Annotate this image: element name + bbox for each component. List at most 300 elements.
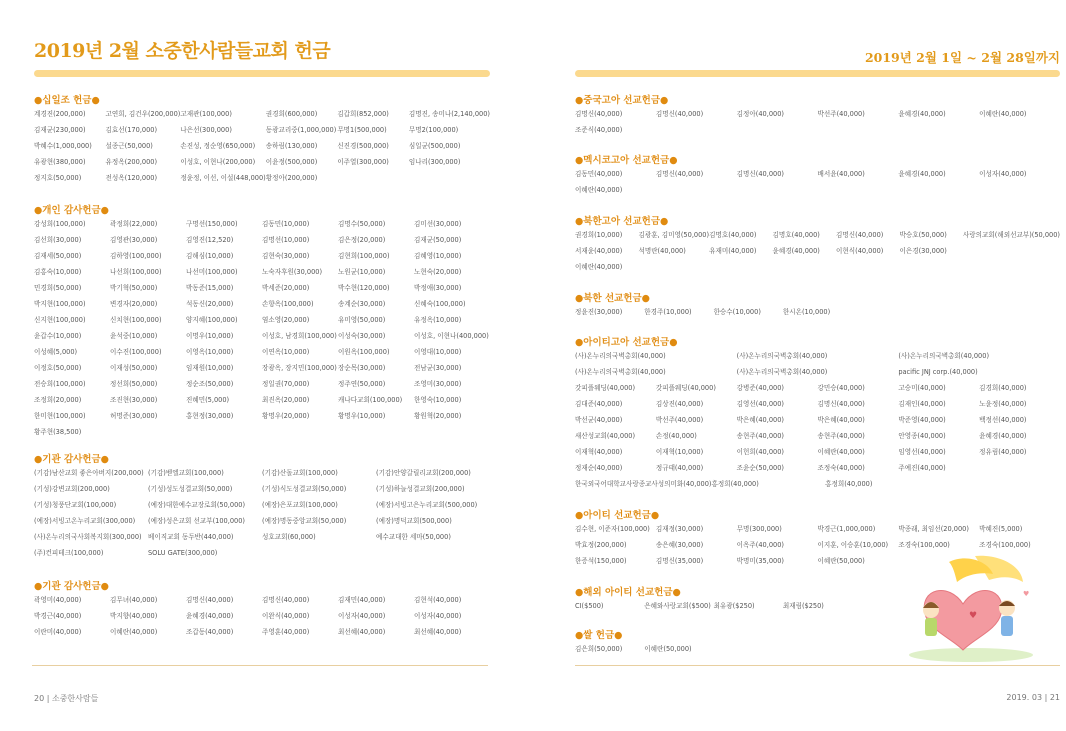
donor-entry (656, 182, 737, 198)
donor-entry: 이란미(40,000) (34, 628, 82, 636)
donor-entry: 송하림(130,000) (265, 142, 318, 150)
donor-entry: 박경근(40,000) (34, 612, 82, 620)
donor-entry: 황명우(10,000) (338, 412, 386, 420)
section-title: ●아이티고아 선교헌금● (575, 337, 678, 348)
donor-entry: 박기혁(50,000) (110, 284, 158, 292)
donor-entry: 박선주(40,000) (817, 110, 865, 118)
donor-entry (737, 122, 818, 138)
title-underline-bar (575, 70, 1060, 77)
page-title: 2019년 2월 소중한사람들교회 헌금 (34, 40, 331, 62)
donor-entry (991, 304, 1060, 320)
donor-entry: 이연옥(10,000) (262, 348, 310, 356)
donor-entry: (사)온누리의국벽총회(40,000) (575, 368, 666, 376)
donor-entry: 박지향(40,000) (110, 612, 158, 620)
donor-entry: 전성옥(120,000) (105, 174, 158, 182)
donor-entry: 조진현(30,000) (110, 396, 158, 404)
donor-entry: 이성혜(5,000) (34, 348, 78, 356)
donor-entry: 무명1(500,000) (337, 126, 387, 134)
donor-entry: 김현석(40,000) (414, 596, 462, 604)
donor-entry: 김재균(230,000) (34, 126, 86, 134)
donor-entry: 김현숙(30,000) (262, 252, 310, 260)
donor-entry: 이성자(40,000) (979, 170, 1027, 178)
donor-entry: 이성자(40,000) (338, 612, 386, 620)
donor-entry: 박수현(120,000) (338, 284, 390, 292)
donor-entry: 이영대(10,000) (414, 348, 462, 356)
donor-entry: 김선희(30,000) (34, 236, 82, 244)
donor-entry: 이혜란(50,000) (817, 557, 865, 565)
donor-entry: 박준영(40,000) (898, 416, 946, 424)
donor-entry: 정윤진(30,000) (575, 308, 623, 316)
donor-entry: 윤갑수(10,000) (34, 332, 82, 340)
donor-entry: 김은정(20,000) (338, 236, 386, 244)
donor-entry: 진혜민(5,000) (186, 396, 230, 404)
donor-entry: 윤혜경(40,000) (186, 612, 234, 620)
donor-entry: 김재정(30,000) (655, 525, 704, 533)
donor-entry: 김명수(50,000) (338, 220, 386, 228)
donor-entry: 조윤순(50,000) (736, 464, 784, 472)
donor-entry: (사)온누리의국벽총회(40,000) (736, 352, 828, 360)
donor-entry (376, 545, 490, 561)
donor-entry: (사)온누리의국벽총회(40,000) (898, 352, 990, 360)
donor-entry (709, 259, 772, 275)
donor-entry: 박경근(1,000,000) (817, 525, 876, 533)
donor-entry: (사)온누리의국사회복지회(300,000) (34, 533, 142, 541)
donor-entry: 김홍숙(10,000) (34, 268, 82, 276)
donor-entry: 김재세(50,000) (34, 252, 82, 260)
donor-grid (575, 348, 1060, 380)
footer-page-right: 2019. 03 | 21 (1006, 693, 1060, 702)
donor-entry: 최선혜(40,000) (338, 628, 386, 636)
donor-entry: 임나리(300,000) (408, 158, 461, 166)
donor-entry: 홍정희(40,000) (825, 480, 873, 488)
donor-entry: 홍정희(40,000) (711, 480, 759, 488)
donor-entry: 유광현(380,000) (34, 158, 86, 166)
donor-entry (818, 122, 899, 138)
donor-entry: 박선균(40,000) (575, 416, 623, 424)
donor-entry: 이현식(40,000) (836, 247, 884, 255)
donor-entry: 노원균(10,000) (338, 268, 386, 276)
donor-entry (836, 259, 899, 275)
donor-entry: (기성)식도성결교회(50,000) (262, 485, 347, 493)
donor-entry (979, 460, 1060, 476)
donor-entry: 최진옥(20,000) (262, 396, 310, 404)
donor-entry: (기성)하늘성결교회(200,000) (376, 485, 465, 493)
donor-entry: 이혜란(40,000) (979, 110, 1027, 118)
donor-entry: 유미영(50,000) (338, 316, 386, 324)
donor-entry: 손진성, 정순영(650,000) (180, 142, 256, 150)
donor-entry: 강민승(40,000) (817, 384, 865, 392)
donor-entry: 조정희(20,000) (34, 396, 82, 404)
donor-entry: CI($500) (575, 602, 604, 610)
donor-grid (575, 166, 1060, 198)
donor-entry: 김명신(40,000) (836, 231, 884, 239)
donor-entry: 이혜란(40,000) (817, 448, 865, 456)
footer-rule (575, 665, 1060, 666)
donor-entry: 고연희, 김건우(200,000) (105, 110, 181, 118)
donor-entry: (기감)산돌교회(100,000) (262, 469, 338, 477)
donor-entry: 박세준(20,000) (262, 284, 310, 292)
donor-entry: 권경희(10,000) (575, 231, 623, 239)
donor-entry: (예장)서빙고온누리교회(300,000) (34, 517, 136, 525)
donor-entry (638, 259, 709, 275)
section-title: ●기관 감사헌금● (34, 581, 109, 592)
donor-entry: (기성)강변교회(200,000) (34, 485, 110, 493)
children-heart-illustration (905, 552, 1045, 664)
donor-entry (818, 182, 899, 198)
donor-entry: 최재림($250) (782, 602, 824, 610)
donor-entry: 황원혁(20,000) (414, 412, 462, 420)
donor-entry (186, 424, 262, 440)
donor-entry: SOLU GATE(300,000) (148, 549, 218, 557)
donor-entry: 최유광($250) (713, 602, 755, 610)
donor-entry: 김광훈, 김미영(50,000) (638, 231, 710, 239)
donor-entry: 조경숙(100,000) (979, 541, 1031, 549)
donor-entry: 노윤정(40,000) (979, 400, 1027, 408)
donor-entry: 김명호(40,000) (772, 231, 820, 239)
donor-grid (575, 227, 1060, 275)
donor-entry: 신지현(100,000) (34, 316, 86, 324)
donor-entry: 새산성교회(40,000) (575, 432, 636, 440)
donor-entry (898, 122, 979, 138)
donor-entry: 신치현(100,000) (110, 316, 162, 324)
donor-entry: (사)온누리의국벽총회(40,000) (736, 368, 828, 376)
donor-entry (262, 545, 376, 561)
donor-entry: (기성)청풍단교회(100,000) (34, 501, 117, 509)
donor-entry: 김명선(10,000) (262, 236, 310, 244)
donor-entry: 석명란(40,000) (638, 247, 686, 255)
donor-entry: 김해심(10,000) (186, 252, 234, 260)
donor-entry: 김미선(30,000) (414, 220, 462, 228)
donor-entry: 캐나다교회(100,000) (338, 396, 403, 404)
donor-entry (338, 424, 414, 440)
donor-entry: 박혜수(1,000,000) (34, 142, 92, 150)
donor-entry: 곽정희(22,000) (110, 220, 158, 228)
donor-entry: 장순목(30,000) (338, 364, 386, 372)
donor-entry: (예장)서빙고은누리교회(500,000) (376, 501, 478, 509)
donor-entry: 정재순(40,000) (575, 464, 623, 472)
donor-entry: 김정아(40,000) (736, 110, 784, 118)
donor-entry: (예장)대한예수교장로회(50,000) (148, 501, 246, 509)
donor-entry: 이혜란(40,000) (575, 186, 623, 194)
donor-grid (34, 216, 490, 440)
donor-entry: 한영숙(10,000) (414, 396, 462, 404)
donor-entry: 이완식(40,000) (262, 612, 310, 620)
donor-entry: 김재균(50,000) (414, 236, 462, 244)
donor-entry: 송현주(40,000) (817, 432, 865, 440)
donor-entry: (기감)벧엘교회(100,000) (148, 469, 224, 477)
donor-entry (783, 641, 852, 657)
donor-entry: 황주현(38,500) (34, 428, 82, 436)
donor-grid (575, 304, 1060, 320)
donor-entry: 박효정(200,000) (575, 541, 627, 549)
donor-entry (852, 304, 921, 320)
donor-entry: 권경희(600,000) (265, 110, 318, 118)
donor-entry: 조준식(40,000) (575, 126, 623, 134)
donor-entry: 박은혜(40,000) (736, 416, 784, 424)
donor-entry (337, 170, 409, 186)
donor-entry: 무명2(100,000) (408, 126, 459, 134)
donor-entry: 정지호(50,000) (34, 174, 82, 182)
donor-entry: 윤혜경(40,000) (898, 170, 946, 178)
donor-grid (34, 592, 490, 640)
donor-entry: 조갑동(40,000) (186, 628, 234, 636)
donor-entry: 박종래, 최임선(20,000) (898, 525, 969, 533)
donor-entry: 이수진(100,000) (110, 348, 162, 356)
donor-entry: 이주열(300,000) (337, 158, 389, 166)
donor-entry: 이윤정(500,000) (265, 158, 318, 166)
donor-entry: 손정(40,000) (655, 432, 697, 440)
donor-entry: 백정선(40,000) (979, 416, 1027, 424)
donor-entry: 은혜와사랑교회($500) (644, 602, 711, 610)
donor-entry: 임재원(10,000) (186, 364, 234, 372)
donor-entry: 김수현, 이준자(100,000) (575, 525, 650, 533)
section-title: ●개인 감사헌금● (34, 205, 109, 216)
donor-entry: 김효선(170,000) (105, 126, 158, 134)
donor-entry: 안영종(40,000) (898, 432, 946, 440)
donor-entry: 이영옥(10,000) (186, 348, 234, 356)
donor-entry (979, 122, 1060, 138)
donor-entry: 이혜란(40,000) (575, 263, 623, 271)
donor-entry: 장광옥, 장지민(100,000) (262, 364, 337, 372)
donor-entry: 김은희(50,000) (575, 645, 623, 653)
donor-entry: 갓피플웨딩(40,000) (655, 384, 716, 392)
donor-entry: 김영관(30,000) (110, 236, 158, 244)
donor-entry: 허명준(30,000) (110, 412, 158, 420)
donor-entry: 김영선(40,000) (736, 400, 784, 408)
donor-entry: 배서윤(40,000) (817, 170, 865, 178)
donor-entry: (주)컨피테크(100,000) (34, 549, 104, 557)
donor-entry: 정유림(40,000) (979, 448, 1027, 456)
donor-entry: 김명신(35,000) (655, 557, 704, 565)
donor-entry: 조정숙(40,000) (817, 464, 865, 472)
donor-entry: 김현희(100,000) (338, 252, 390, 260)
donor-entry: pacific JNJ corp.(40,000) (898, 368, 978, 376)
donor-entry: 주예진(40,000) (898, 464, 946, 472)
donor-entry: 곽영미(40,000) (34, 596, 82, 604)
donor-entry: 이원옥(100,000) (338, 348, 390, 356)
donor-entry: 박혜진(5,000) (979, 525, 1023, 533)
donor-entry: 박명미(35,000) (736, 557, 784, 565)
donor-entry (899, 259, 962, 275)
donor-entry: 설종근(50,000) (105, 142, 153, 150)
donor-entry: (기성)성도성결교회(50,000) (148, 485, 233, 493)
donor-entry: 강성희(100,000) (34, 220, 86, 228)
donor-entry: (예장)명덕교회(500,000) (376, 517, 452, 525)
donor-entry: 이성숙(30,000) (338, 332, 386, 340)
donor-entry: 무명(300,000) (736, 525, 782, 533)
donor-entry: 김재인(40,000) (898, 400, 946, 408)
donor-entry: 노현숙(20,000) (414, 268, 462, 276)
donor-entry: 윤혜경(40,000) (772, 247, 820, 255)
donor-entry: 이성호, 이현나(200,000) (180, 158, 256, 166)
donor-entry: 박은혜(40,000) (817, 416, 865, 424)
donor-entry: (예장)은포교회(100,000) (262, 501, 338, 509)
donor-entry: 김동민(10,000) (262, 220, 310, 228)
donor-entry: 이헌희(40,000) (736, 448, 784, 456)
donor-entry: 김명신(40,000) (186, 596, 234, 604)
donor-entry: 박승호(50,000) (899, 231, 947, 239)
donor-entry: 조영미(30,000) (414, 380, 462, 388)
donor-entry: 박선주(40,000) (655, 416, 704, 424)
donor-entry: 박정애(30,000) (414, 284, 462, 292)
donor-entry: 갓피플웨딩(40,000) (575, 384, 636, 392)
donor-entry: 김무녀(40,000) (110, 596, 158, 604)
donor-entry: 정주연(50,000) (338, 380, 386, 388)
donor-entry: (기감)안양갈릴리교회(200,000) (376, 469, 471, 477)
donor-entry: 유재미(40,000) (709, 247, 757, 255)
donor-entry (414, 424, 490, 440)
donor-entry: 손향옥(100,000) (262, 300, 314, 308)
donor-entry: 김재민(40,000) (338, 596, 386, 604)
donor-entry: 윤혜경(40,000) (979, 432, 1027, 440)
donor-entry (110, 424, 186, 440)
donor-entry (656, 122, 737, 138)
donor-entry: (기감)남산교회 좋은아버지(200,000) (34, 469, 144, 477)
section-title: ●쌀 헌금● (575, 630, 623, 641)
donor-entry: 조경숙(100,000) (898, 541, 950, 549)
donor-entry (963, 243, 1060, 259)
donor-entry: 정규태(40,000) (655, 464, 704, 472)
donor-entry: 송계순(30,000) (338, 300, 386, 308)
donor-entry: 홍현정(30,000) (186, 412, 234, 420)
donor-entry: 전남균(30,000) (414, 364, 462, 372)
donor-entry: 윤석중(10,000) (110, 332, 158, 340)
donor-entry: 서재윤(40,000) (575, 247, 623, 255)
donor-entry: 한시온(10,000) (782, 308, 831, 316)
donor-entry: 이성자(40,000) (414, 612, 462, 620)
donor-entry: 나선미(100,000) (186, 268, 238, 276)
donor-entry: 전승희(100,000) (34, 380, 86, 388)
section-title: ●북한고아 선교헌금● (575, 216, 669, 227)
donor-entry: 이혜란(40,000) (110, 628, 158, 636)
donor-entry: 김명신(40,000) (655, 170, 704, 178)
donor-grid (575, 106, 1060, 138)
donor-entry (963, 259, 1060, 275)
donor-entry: 구명선(150,000) (186, 220, 238, 228)
donor-entry: (사)온누리의국벽총회(40,000) (575, 352, 666, 360)
donor-entry: 김상진(40,000) (655, 400, 704, 408)
donor-entry: 김명신(40,000) (575, 110, 623, 118)
donor-entry: 김경희(40,000) (979, 384, 1027, 392)
svg-text:♥: ♥ (968, 611, 978, 621)
donor-entry: 임영선(40,000) (898, 448, 946, 456)
donor-entry: 염소영(20,000) (262, 316, 310, 324)
donor-grid (34, 106, 490, 186)
donor-entry: 성호교회(60,000) (262, 533, 316, 541)
donor-entry: 정선희(50,000) (110, 380, 158, 388)
donor-entry: 고재관(100,000) (180, 110, 232, 118)
donor-entry: 송현주(40,000) (736, 432, 784, 440)
donor-entry: 김명진, 송미나(2,140,000) (408, 110, 490, 118)
section-title: ●해외 아이티 선교헌금● (575, 587, 681, 598)
svg-text:♥: ♥ (1023, 590, 1030, 598)
donor-entry: 이재혁(40,000) (575, 448, 623, 456)
donor-entry: 민경희(50,000) (34, 284, 82, 292)
donor-entry: 석동신(20,000) (186, 300, 234, 308)
donor-entry: (예장)성은교회 선교부(100,000) (148, 517, 245, 525)
donor-entry: 한미현(100,000) (34, 412, 86, 420)
donor-entry: 이은경(30,000) (899, 247, 947, 255)
donor-entry: 주영훈(40,000) (262, 628, 310, 636)
donor-entry (921, 304, 990, 320)
donor-entry: 송은혜(30,000) (655, 541, 704, 549)
donor-entry: 이명우(10,000) (186, 332, 234, 340)
donor-entry: 김명신(40,000) (655, 110, 704, 118)
donor-entry: 정윤정, 이선, 이설(448,000) (180, 174, 266, 182)
section-title: ●기관 감사헌금● (34, 454, 109, 465)
donor-entry (262, 424, 338, 440)
donor-entry: 심일균(500,000) (408, 142, 461, 150)
donor-entry: 김혜영(10,000) (414, 252, 462, 260)
donor-entry: 양지혜(100,000) (186, 316, 238, 324)
donor-entry (714, 641, 783, 657)
donor-entry: 신진경(500,000) (337, 142, 389, 150)
section-title: ●십일조 헌금● (34, 95, 100, 106)
donor-entry: 이재혁(10,000) (655, 448, 704, 456)
donor-entry: 정일권(70,000) (262, 380, 310, 388)
date-range: 2019년 2월 1일 ~ 2월 28일까지 (864, 50, 1060, 65)
donor-entry: 김대준(40,000) (575, 400, 623, 408)
donor-entry: 베이직교회 동두반(440,000) (148, 533, 234, 541)
donor-entry: 강병준(40,000) (736, 384, 784, 392)
donor-entry: 김동민(40,000) (575, 170, 623, 178)
donor-entry (737, 182, 818, 198)
donor-entry: 한국외국어대학교사랑종교사성의미화(40,000) (575, 480, 712, 488)
donor-entry: 박지현(100,000) (34, 300, 86, 308)
donor-entry: 황정아(200,000) (265, 174, 318, 182)
donor-entry: 한경주(10,000) (644, 308, 692, 316)
donor-entry: 변경자(20,000) (110, 300, 158, 308)
donor-entry: 최선혜(40,000) (414, 628, 462, 636)
donor-entry: 유정옥(10,000) (414, 316, 462, 324)
donor-entry: 동광교리중(1,000,000) (265, 126, 337, 134)
footer-page-left: 20 | 소중한사람들 (34, 694, 99, 703)
donor-entry: 김갑희(852,000) (337, 110, 389, 118)
donor-entry (409, 170, 490, 186)
right-page (533, 0, 1066, 731)
title-underline-bar (34, 70, 490, 77)
donor-entry: 정순조(50,000) (186, 380, 234, 388)
donor-entry: 계경진(200,000) (34, 110, 86, 118)
donor-entry: (예장)명동중앙교회(50,000) (262, 517, 347, 525)
donor-entry: 이옥주(40,000) (736, 541, 784, 549)
donor-entry: 이혜란(50,000) (644, 645, 692, 653)
donor-entry (898, 182, 979, 198)
donor-entry: 예수교대한 세마(50,000) (376, 533, 451, 541)
donor-entry: 이성호, 이현나(400,000) (414, 332, 489, 340)
donor-entry: 노숙자후원(30,000) (262, 268, 323, 276)
donor-entry: 김명신(40,000) (736, 170, 784, 178)
donor-entry: 이정호(50,000) (34, 364, 82, 372)
donor-entry: 고승미(40,000) (898, 384, 946, 392)
donor-entry: 유정옥(200,000) (105, 158, 158, 166)
donor-entry: 나은선(300,000) (180, 126, 232, 134)
donor-entry: 이지훈, 이승훈(10,000) (817, 541, 889, 549)
section-title: ●멕시코고아 선교헌금● (575, 155, 678, 166)
donor-grid (575, 380, 1060, 476)
donor-entry: 이성호, 남경희(100,000) (262, 332, 337, 340)
section-title: ●북한 선교헌금● (575, 293, 650, 304)
section-title: ●아이티 선교헌금● (575, 510, 660, 521)
donor-entry: 신혜숙(100,000) (414, 300, 466, 308)
donor-entry (979, 182, 1060, 198)
donor-entry: 김영진(12,520) (186, 236, 234, 244)
donor-entry: 김명호(40,000) (709, 231, 757, 239)
donor-entry: 이재성(50,000) (110, 364, 158, 372)
donor-entry: 황명우(20,000) (262, 412, 310, 420)
donor-entry: 박동준(15,000) (186, 284, 234, 292)
donor-grid (34, 465, 490, 561)
